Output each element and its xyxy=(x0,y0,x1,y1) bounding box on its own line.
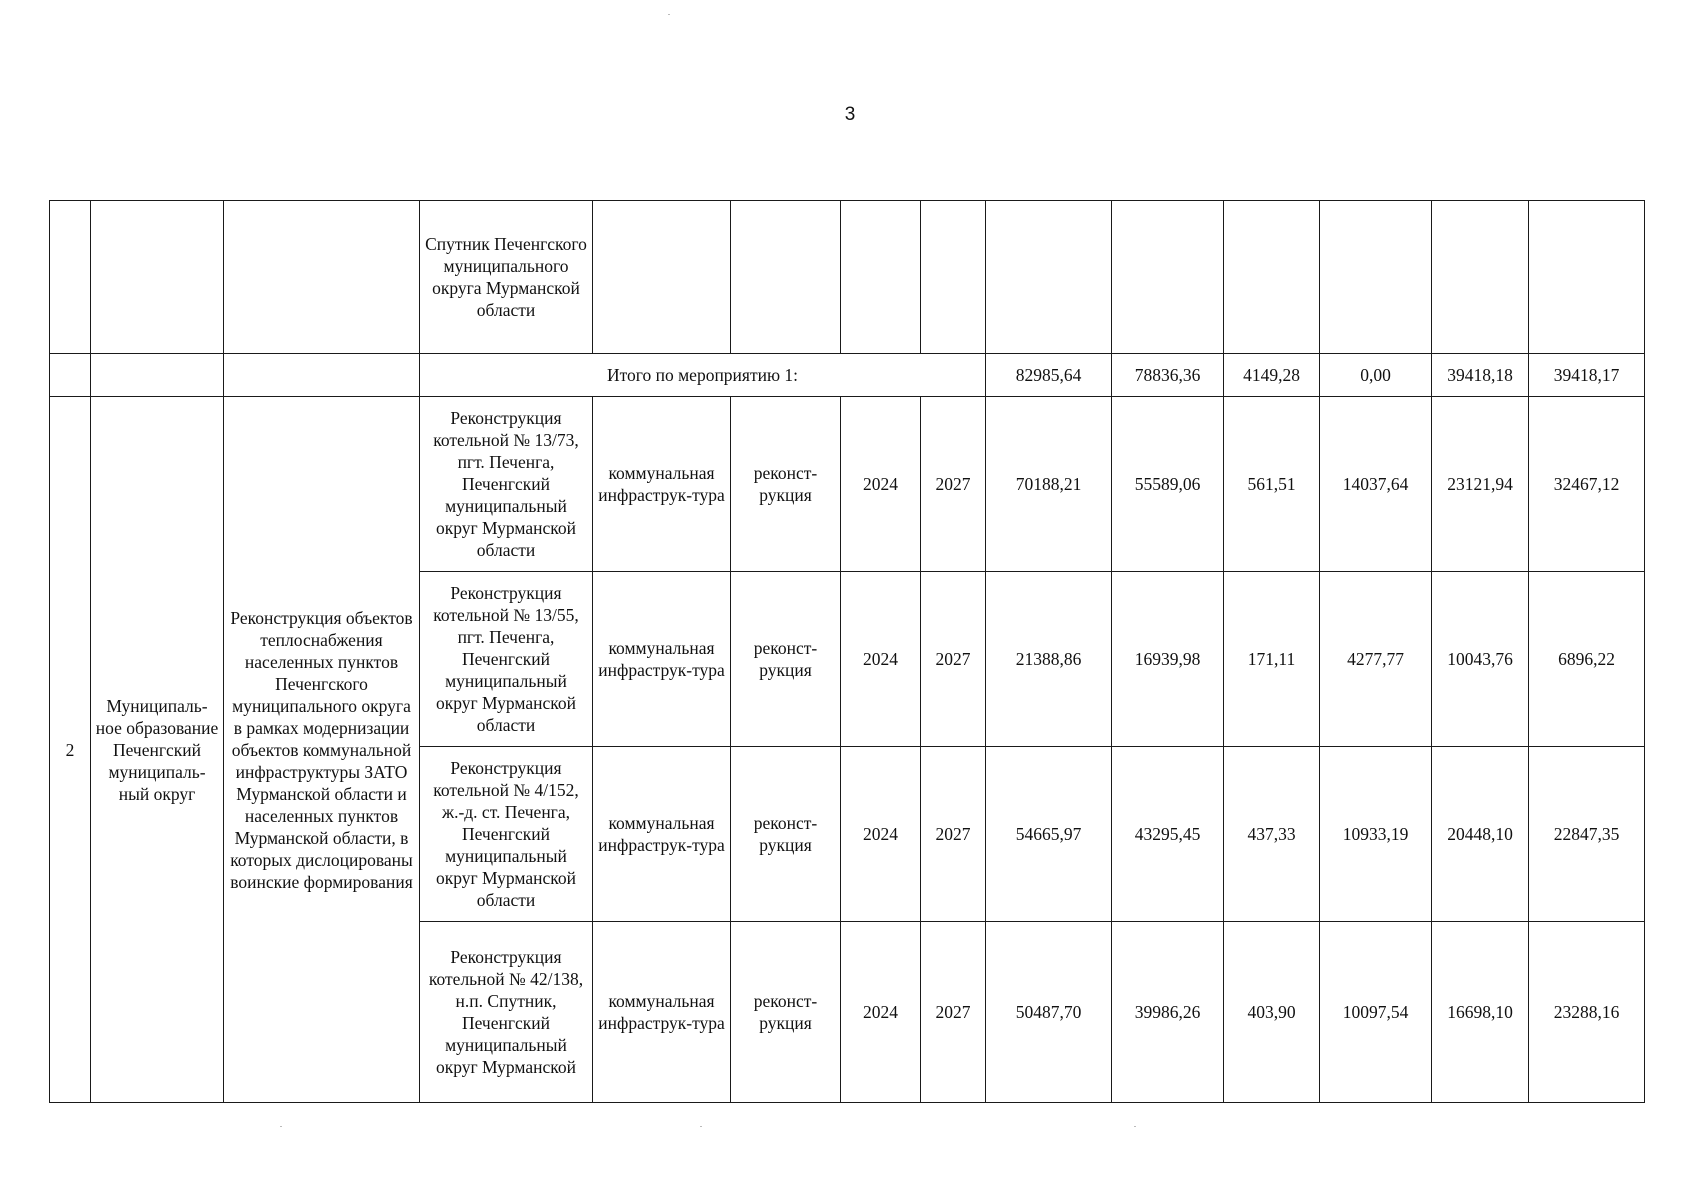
value-cell: 23288,16 xyxy=(1529,922,1645,1103)
value-cell: 171,11 xyxy=(1224,572,1320,747)
work-type-cell: реконст-рукция xyxy=(731,922,841,1103)
investment-table xyxy=(49,200,1645,1103)
total-row xyxy=(50,354,1645,397)
table-row xyxy=(50,397,1645,572)
scan-speck xyxy=(280,1126,282,1127)
total-value: 82985,64 xyxy=(986,354,1112,397)
empty-cell xyxy=(921,201,986,354)
value-cell: 20448,10 xyxy=(1432,747,1529,922)
value-cell: 39986,26 xyxy=(1112,922,1224,1103)
empty-cell xyxy=(224,201,420,354)
empty-cell xyxy=(841,201,921,354)
object-name-cell: Спутник Печенгского муниципального округа Мурманской области xyxy=(420,201,593,354)
total-value: 4149,28 xyxy=(1224,354,1320,397)
municipality-cell: Муниципаль-ное образование Печенгский муниципаль-ный округ xyxy=(91,397,224,1103)
work-type-cell: реконст-рукция xyxy=(731,572,841,747)
empty-cell xyxy=(1432,201,1529,354)
end-year-cell: 2027 xyxy=(921,922,986,1103)
value-cell: 403,90 xyxy=(1224,922,1320,1103)
value-cell: 16698,10 xyxy=(1432,922,1529,1103)
value-cell: 4277,77 xyxy=(1320,572,1432,747)
empty-cell xyxy=(731,201,841,354)
object-name-cell: Реконструкция котельной № 13/73, пгт. Печенга, Печенгский муниципальный округ Мурманской области xyxy=(420,397,593,572)
scan-speck xyxy=(1134,1126,1136,1127)
work-type-cell: реконст-рукция xyxy=(731,397,841,572)
work-type-cell: реконст-рукция xyxy=(731,747,841,922)
measure-cell: Реконструкция объектов теплоснабжения населенных пунктов Печенгского муниципального округа в рамках модернизации объектов коммунальной инфраструктуры ЗАТО Мурманской области и населенных пунктов Мурманской области, в которых дислоцированы воинские формирования xyxy=(224,397,420,1103)
object-name-cell: Реконструкция котельной № 13/55, пгт. Печенга, Печенгский муниципальный округ Мурманской области xyxy=(420,572,593,747)
total-value: 78836,36 xyxy=(1112,354,1224,397)
start-year-cell: 2024 xyxy=(841,397,921,572)
sector-cell: коммунальная инфраструк-тура xyxy=(593,572,731,747)
value-cell: 54665,97 xyxy=(986,747,1112,922)
object-name-cell: Реконструкция котельной № 4/152, ж.-д. ст. Печенга, Печенгский муниципальный округ Мурманской области xyxy=(420,747,593,922)
object-name-cell: Реконструкция котельной № 42/138, н.п. Спутник, Печенгский муниципальный округ Мурманской xyxy=(420,922,593,1103)
value-cell: 55589,06 xyxy=(1112,397,1224,572)
value-cell: 6896,22 xyxy=(1529,572,1645,747)
empty-cell xyxy=(91,201,224,354)
empty-cell xyxy=(986,201,1112,354)
value-cell: 10933,19 xyxy=(1320,747,1432,922)
value-cell: 50487,70 xyxy=(986,922,1112,1103)
total-value: 0,00 xyxy=(1320,354,1432,397)
value-cell: 32467,12 xyxy=(1529,397,1645,572)
value-cell: 70188,21 xyxy=(986,397,1112,572)
value-cell: 437,33 xyxy=(1224,747,1320,922)
value-cell: 561,51 xyxy=(1224,397,1320,572)
scan-speck xyxy=(668,14,670,15)
value-cell: 16939,98 xyxy=(1112,572,1224,747)
value-cell: 43295,45 xyxy=(1112,747,1224,922)
end-year-cell: 2027 xyxy=(921,397,986,572)
empty-cell xyxy=(593,201,731,354)
sector-cell: коммунальная инфраструк-тура xyxy=(593,397,731,572)
group-number: 2 xyxy=(50,397,91,1103)
total-value: 39418,18 xyxy=(1432,354,1529,397)
empty-cell xyxy=(91,354,224,397)
empty-cell xyxy=(1112,201,1224,354)
sector-cell: коммунальная инфраструк-тура xyxy=(593,922,731,1103)
total-value: 39418,17 xyxy=(1529,354,1645,397)
empty-cell xyxy=(50,354,91,397)
value-cell: 22847,35 xyxy=(1529,747,1645,922)
page-number: 3 xyxy=(844,104,856,125)
start-year-cell: 2024 xyxy=(841,572,921,747)
value-cell: 23121,94 xyxy=(1432,397,1529,572)
start-year-cell: 2024 xyxy=(841,747,921,922)
scan-speck xyxy=(700,1126,702,1127)
value-cell: 14037,64 xyxy=(1320,397,1432,572)
empty-cell xyxy=(50,201,91,354)
empty-cell xyxy=(1224,201,1320,354)
start-year-cell: 2024 xyxy=(841,922,921,1103)
empty-cell xyxy=(1320,201,1432,354)
end-year-cell: 2027 xyxy=(921,747,986,922)
empty-cell xyxy=(224,354,420,397)
value-cell: 21388,86 xyxy=(986,572,1112,747)
total-label: Итого по мероприятию 1: xyxy=(420,354,986,397)
value-cell: 10043,76 xyxy=(1432,572,1529,747)
continuation-row xyxy=(50,201,1645,354)
value-cell: 10097,54 xyxy=(1320,922,1432,1103)
empty-cell xyxy=(1529,201,1645,354)
sector-cell: коммунальная инфраструк-тура xyxy=(593,747,731,922)
end-year-cell: 2027 xyxy=(921,572,986,747)
